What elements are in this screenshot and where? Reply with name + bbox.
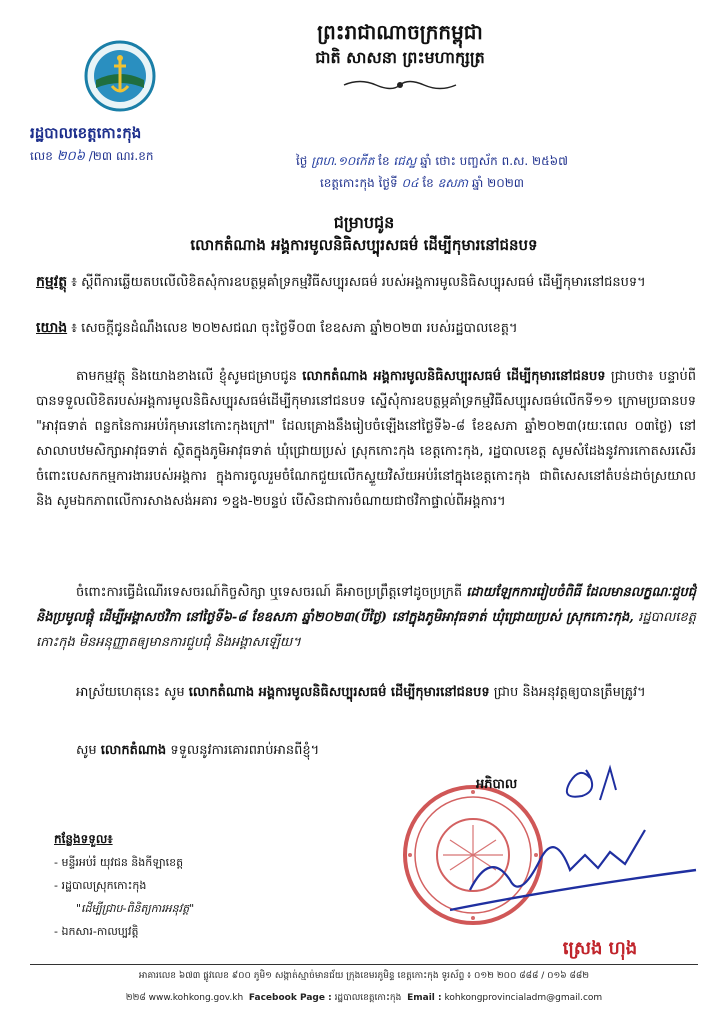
subject-text: ៖ ស្តីពីការឆ្លើយតបលើលិខិតសុំការឧបត្ថម្ភគាំទ្រកម្មវិធីសប្បុរសធម៌ របស់អង្គការមូលនិធិសប្បុរសធម៌ ដើម្បីកុមារនៅជនបទ។ <box>71 275 646 290</box>
reference-text: ៖ សេចក្តីជូនដំណឹងលេខ ២០២សជណ ចុះថ្ងៃទី០៣ ខែឧសភា ឆ្នាំ២០២៣ របស់រដ្ឋបាលខេត្ត។ <box>71 321 518 336</box>
ornament-divider <box>340 78 460 92</box>
ref-suffix: /២៣ ណរ.ខក <box>88 149 154 163</box>
month-label: ខែ <box>422 176 434 190</box>
footer-contacts <box>30 992 698 1005</box>
day-handwritten: ០៤ <box>401 176 419 190</box>
date-year: ឆ្នាំ ២០២៣ <box>471 176 525 190</box>
footer-divider <box>30 964 698 965</box>
reference-number <box>30 148 250 167</box>
cc-title: កន្លែងទទួល៖ <box>54 832 113 846</box>
lunar-month-label: ខែ <box>378 154 390 168</box>
lunar-month-handwritten: ជេស្ឋ <box>393 154 417 168</box>
cc-item: - ឯកសារ-កាលប្បវត្តិ <box>54 925 139 938</box>
body-paragraph-2 <box>36 580 696 655</box>
p2-italic-clause: ដោយឡែកការរៀបចំពិធី ដែលមានលក្ខណៈជួបជុំ និងប្រមូលផ្តុំ ដើម្បីអង្គាសថវិកា នៅថ្ងៃទី៦-៨ ខែឧសភា ឆ្នាំ២០២៣(បីថ្ងៃ) នៅក្នុងភូមិអាវុធទាត់ ឃុំជ្រោយប្រស់ ស្រុកកោះកុង, <box>36 585 696 625</box>
sender-province: រដ្ឋបាលខេត្តកោះកុង <box>30 124 142 142</box>
ref-number-handwritten: ២០៦ <box>56 149 85 164</box>
p3-recipient-bold: លោកតំណាង អង្គការមូលនិធិសប្បុរសធម៌ ដើម្បីកុមារនៅជនបទ <box>188 685 490 700</box>
p3-body: ជ្រាប និងអនុវត្តឲ្យបានត្រឹមត្រូវ។ <box>493 685 646 700</box>
footer-address: អាគារលេខ ៦៧៣ ផ្លូវលេខ ៩០០ ភូមិ១ សង្កាត់ស្មាច់មានជ័យ ក្រុងខេមរភូមិន្ទ ខេត្តកោះកុង ទូរស័ព្ទ ៖ ០១២ ២០០ ៨៨៨ / ០១៦ ៨៨២ <box>138 971 590 981</box>
reference-label: យោង <box>36 320 68 336</box>
date-place: ខេត្តកោះកុង ថ្ងៃទី <box>320 176 398 190</box>
national-motto: ជាតិ សាសនា ព្រះមហាក្សត្រ <box>315 48 485 67</box>
cc-item: - រដ្ឋបាលស្រុកកោះកុង <box>54 879 147 892</box>
date-block <box>296 150 706 194</box>
p3-intro: អាស្រ័យហេតុនេះ សូម <box>76 685 185 700</box>
lunar-day-handwritten: ព្រហ.១០កើត <box>311 154 375 168</box>
p1-body: ជ្រាបថា៖ បន្ទាប់ពីបានទទួលលិខិតរបស់អង្គការមូលនិធិសប្បុរសធម៌ដើម្បីកុមារនៅជនបទ ស្នើសុំការឧបត្ថម្ភគាំទ្រកម្មវិធីសប្បុរសធម៌លើកទី១១ ក្រោមប្រធានបទ "អាវុធទាត់ ពន្លកនៃការអប់រំកុមារនៅកោះកុងក្រៅ" ដែលគ្រោងនឹងរៀបចំឡើងនៅថ្ងៃទី៦-៨ ខែឧសភា ឆ្នាំ២០២៣(រយៈពេល ០៣ថ្ងៃ) នៅសាលាបឋមសិក្សាអាវុធទាត់ ស្ថិតក្នុងភូមិអាវុធទាត់ ឃុំជ្រោយប្រស់ ស្រុកកោះកុង ខេត្តកោះកុង, រដ្ឋបាលខេត្ត សូមសំដែងនូវការកោតសរសើរចំពោះបេសកកម្មការងាររបស់អង្គការ ក្នុងការចូលរួមចំណែកជួយលើកស្ទួយវិស័យអប់រំនៅក្នុងខេត្តកោះកុង ជាពិសេសនៅតំបន់ដាច់ស្រយាល និង សូមឯកភាពលើការសាងសង់អគារ ១ខ្នង-២បន្ទប់ បើសិនជាការចំណាយជាថវិកាផ្ទាល់ពីអង្គការ។ <box>36 369 697 509</box>
solar-date <box>296 172 706 194</box>
kingdom-heading: ព្រះរាជាណាចក្រកម្ពុជា <box>317 20 483 44</box>
provincial-seal-logo <box>84 40 156 112</box>
salutation-title: ជម្រាបជូន <box>333 213 395 232</box>
subject-label: កម្មវត្ថុ <box>36 274 68 290</box>
p1-intro: តាមកម្មវត្ថុ និងយោងខាងលើ ខ្ញុំសូមជម្រាបជូន <box>76 369 297 384</box>
governor-label: អភិបាល <box>476 777 518 792</box>
distribution-list <box>54 828 314 943</box>
footer-facebook-label: Facebook Page : <box>248 993 332 1003</box>
body-paragraph-3 <box>36 680 696 705</box>
subject-line <box>36 270 696 295</box>
lunar-prefix: ថ្ងៃ <box>296 154 308 168</box>
month-handwritten: ឧសភា <box>437 176 469 190</box>
footer-email-value: kohkongprovincialadm@gmail.com <box>444 993 603 1003</box>
footer-email-label: Email : <box>407 993 442 1003</box>
ref-prefix: លេខ <box>30 149 53 163</box>
p4-body: ទទួលនូវការគោរពរាប់អានពីខ្ញុំ។ <box>170 743 320 758</box>
footer-facebook-value: រដ្ឋបាលខេត្តកោះកុង <box>334 993 402 1003</box>
lunar-year: ឆ្នាំ ថោះ បញ្ចស័ក ព.ស. ២៥៦៧ <box>420 154 568 168</box>
recipient-name: លោកតំណាង អង្គការមូលនិធិសប្បុរសធម៌ ដើម្បីកុមារនៅជនបទ <box>190 236 538 254</box>
body-paragraph-1 <box>36 364 696 514</box>
p2-conclusion: រដ្ឋបាលខេត្តកោះកុង មិនអនុញ្ញាតឲ្យមានការជួបជុំ និងអង្គាសឡើយ។ <box>36 610 697 650</box>
p4-recipient-bold: លោកតំណាង <box>100 743 167 758</box>
cc-item: - មន្ទីរអប់រំ យុវជន និងកីឡាខេត្ត <box>54 856 184 869</box>
signer-name: ស្រេង ហុង <box>562 938 638 959</box>
lunar-date <box>296 150 706 172</box>
p2-intro: ចំពោះការធ្វើដំណើរទេសចរណ៍កិច្ចសិក្សា ឬទេសចរណ៍ គឺអាចប្រព្រឹត្តទៅដូចប្រក្រតី <box>76 585 463 600</box>
footer-website: ២២៨ www.kohkong.gov.kh <box>125 993 244 1003</box>
reference-line <box>36 316 696 341</box>
cc-item-note: "ដើម្បីជ្រាប-ពិនិត្យការអនុវត្ត" <box>76 902 195 915</box>
p4-intro: សូម <box>76 743 97 758</box>
p1-recipient-bold: លោកតំណាង អង្គការមូលនិធិសប្បុរសធម៌ ដើម្បីកុមារនៅជនបទ <box>302 369 606 384</box>
handwritten-signature <box>410 760 700 920</box>
